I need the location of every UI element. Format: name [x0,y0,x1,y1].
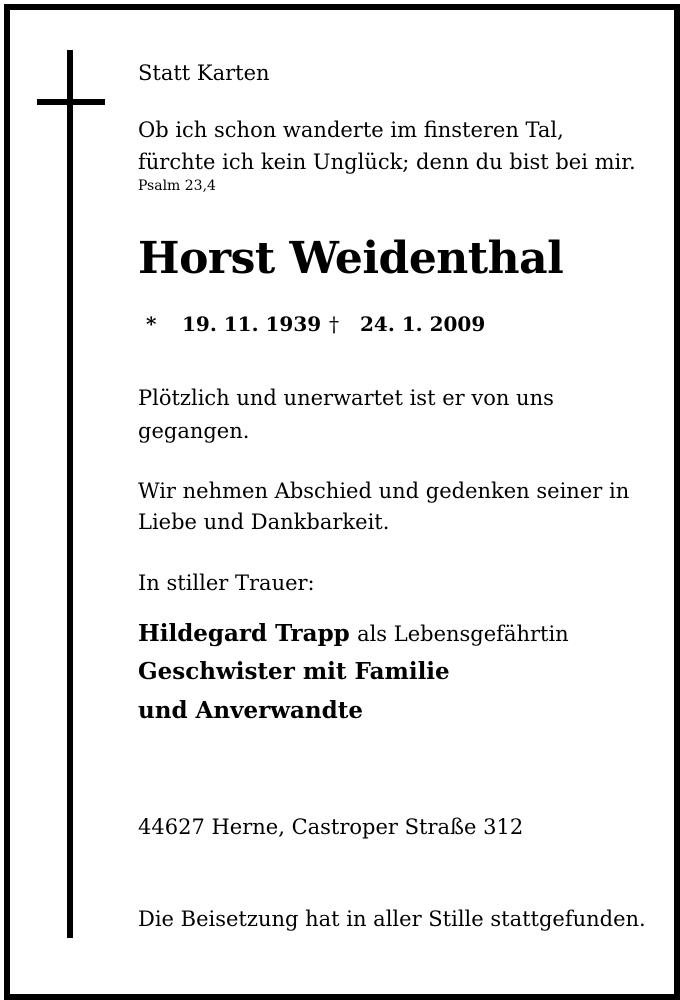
verse-line-2: fürchte ich kein Unglück; denn du bist bei mir. [138,150,636,174]
address: 44627 Herne, Castroper Straße 312 [138,815,524,839]
dagger-icon: † [329,312,339,336]
message-line-3: Wir nehmen Abschied und gedenken seiner in [138,479,630,503]
deceased-name: Horst Weidenthal [138,233,564,284]
verse-source: Psalm 23,4 [138,178,216,194]
mourner-name: Hildegard Trapp [138,620,350,647]
death-date: 24. 1. 2009 [360,312,486,336]
statt-karten-label: Statt Karten [138,61,270,85]
life-dates [138,310,538,338]
mourner-line-3: und Anverwandte [138,697,363,724]
message-line-1: Plötzlich und unerwartet ist er von uns [138,386,554,410]
cross-icon-horizontal-bar [37,99,105,105]
birth-date: 19. 11. 1939 [182,312,322,336]
verse-line-1: Ob ich schon wanderte im finsteren Tal, [138,118,564,142]
mourner-line-1 [138,616,569,652]
mourner-role: als Lebensgefährtin [357,622,569,646]
message-line-2: gegangen. [138,419,250,443]
cross-icon-vertical-bar [67,50,73,938]
birth-star-icon: * [146,312,157,336]
mourner-line-2: Geschwister mit Familie [138,658,450,685]
mourners-intro: In stiller Trauer: [138,571,315,595]
funeral-note: Die Beisetzung hat in aller Stille stattgefunden. [138,907,646,931]
message-line-4: Liebe und Dankbarkeit. [138,510,390,534]
